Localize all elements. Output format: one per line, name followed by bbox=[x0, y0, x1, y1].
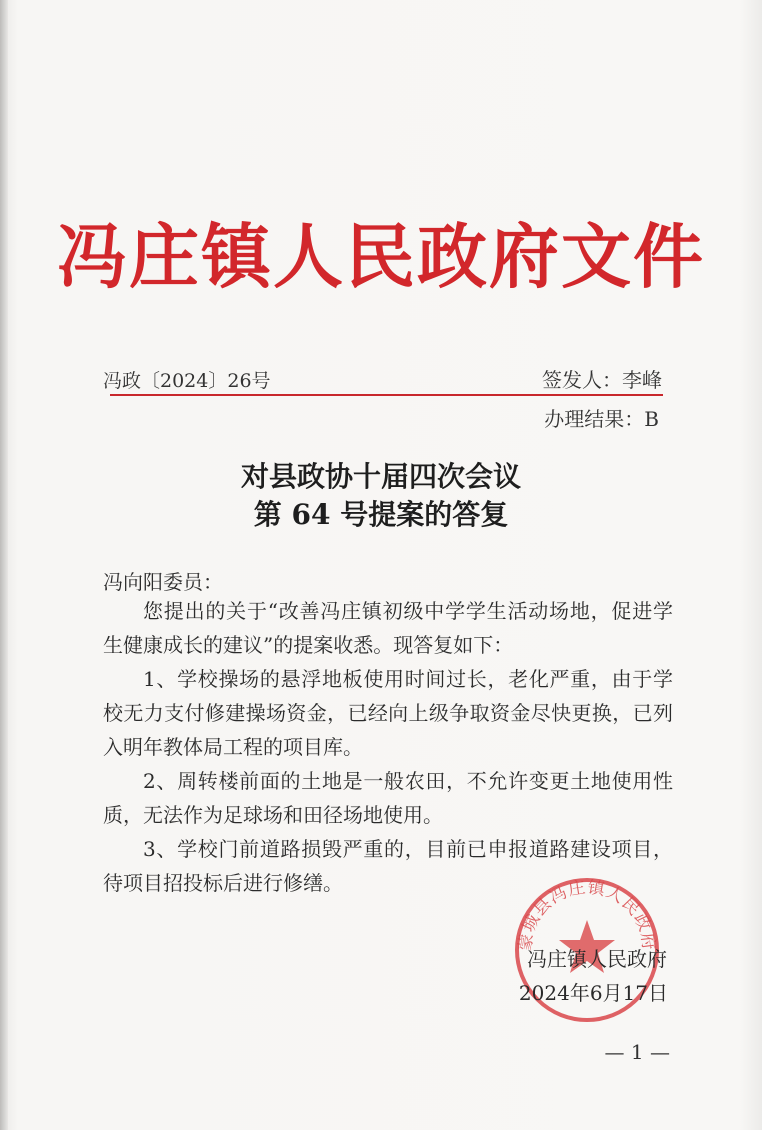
paragraph-item-2: 2、周转楼前面的土地是一般农田，不允许变更土地使用性质，无法作为足球场和田径场地使用。 bbox=[103, 769, 673, 827]
handling-result: 办理结果：B bbox=[544, 407, 659, 431]
page-number: — 1 — bbox=[604, 1040, 670, 1064]
red-header-title: 冯庄镇人民政府文件 bbox=[57, 216, 705, 298]
signing-date: 2024年6月17日 bbox=[518, 981, 668, 1005]
document-title bbox=[0, 458, 762, 534]
recipient: 冯向阳委员： bbox=[103, 570, 223, 594]
body-text bbox=[103, 594, 673, 900]
document-number: 冯政〔2024〕26号 bbox=[103, 370, 271, 392]
paragraph-item-3: 3、学校门前道路损毁严重的，目前已申报道路建设项目，待项目招投标后进行修缮。 bbox=[103, 837, 673, 895]
signing-organization: 冯庄镇人民政府 bbox=[527, 947, 667, 971]
title-line-1: 对县政协十届四次会议 bbox=[240, 460, 521, 493]
title-line-2: 第 64 号提案的答复 bbox=[253, 498, 509, 531]
paragraph-intro: 您提出的关于“改善冯庄镇初级中学学生活动场地，促进学生健康成长的建议”的提案收悉。现答复如下： bbox=[103, 599, 673, 657]
signer: 签发人：李峰 bbox=[542, 368, 662, 392]
red-divider-line bbox=[110, 394, 663, 396]
page-shadow-edge bbox=[0, 0, 8, 1130]
paragraph-item-1: 1、学校操场的悬浮地板使用时间过长，老化严重，由于学校无力支付修建操场资金，已经向上级争取资金尽快更换，已列入明年教体局工程的项目库。 bbox=[103, 667, 673, 759]
svg-text:蒙城县冯庄镇人民政府: 蒙城县冯庄镇人民政府 bbox=[515, 877, 659, 953]
